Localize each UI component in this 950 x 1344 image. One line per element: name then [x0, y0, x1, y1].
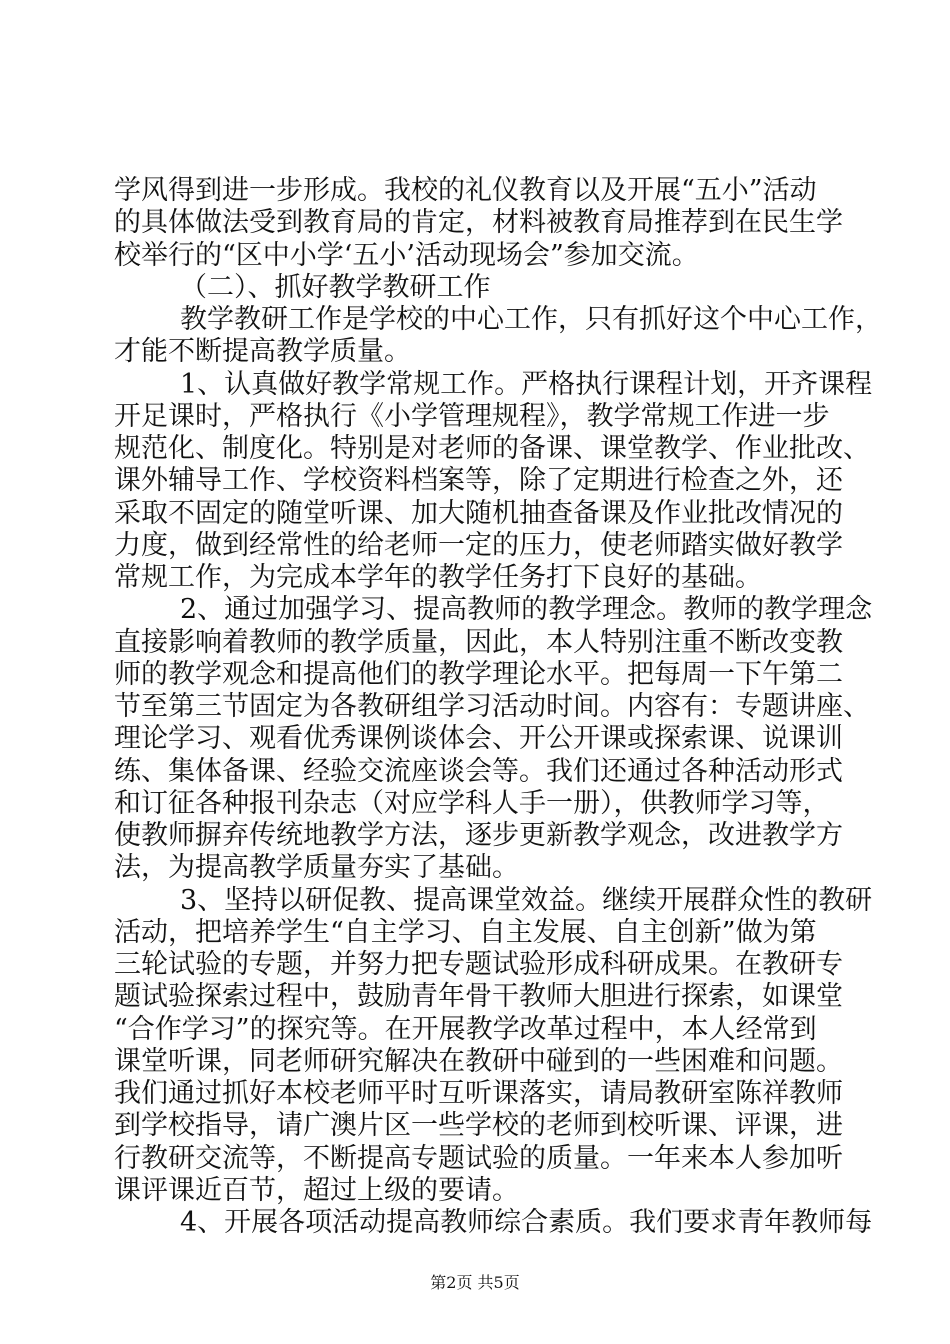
text-line: 法，为提高教学质量夯实了基础。 [114, 852, 519, 883]
text-line: 和订征各种报刊杂志（对应学科人手一册），供教师学习等， [114, 788, 830, 819]
text-line: 的具体做法受到教育局的肯定，材料被教育局推荐到在民生学 [114, 207, 843, 238]
text-line: 三轮试验的专题，并努力把专题试验形成科研成果。在教研专 [114, 949, 843, 980]
text-line: 常规工作，为完成本学年的教学任务打下良好的基础。 [114, 562, 762, 593]
text-line: 节至第三节固定为各教研组学习活动时间。内容有：专题讲座、 [114, 691, 870, 722]
text-line: 行教研交流等，不断提高专题试验的质量。一年来本人参加听 [114, 1143, 843, 1174]
text-line: 师的教学观念和提高他们的教学理论水平。把每周一下午第二 [114, 659, 843, 690]
text-line: 力度，做到经常性的给老师一定的压力，使老师踏实做好教学 [114, 530, 843, 561]
text-line: 开足课时，严格执行《小学管理规程》，教学常规工作进一步 [114, 401, 830, 432]
text-line: 直接影响着教师的教学质量，因此，本人特别注重不断改变教 [114, 627, 843, 658]
text-line: 教学教研工作是学校的中心工作，只有抓好这个中心工作， [180, 304, 882, 335]
text-line: 到学校指导，请广澳片区一些学校的老师到校听课、评课，进 [114, 1110, 843, 1141]
text-line: 4、开展各项活动提高教师综合素质。我们要求青年教师每 [180, 1207, 873, 1238]
text-line: 理论学习、观看优秀课例谈体会、开公开课或探索课、说课训 [114, 723, 843, 754]
text-line: 1、认真做好教学常规工作。严格执行课程计划，开齐课程 [180, 369, 873, 400]
text-line: “合作学习”的探究等。在开展教学改革过程中，本人经常到 [114, 1014, 817, 1045]
text-line: 课外辅导工作、学校资料档案等，除了定期进行检查之外，还 [114, 465, 843, 496]
text-line: 活动，把培养学生“自主学习、自主发展、自主创新”做为第 [114, 917, 817, 948]
text-line: 题试验探索过程中，鼓励青年骨干教师大胆进行探索，如课堂 [114, 981, 843, 1012]
page-footer: 第2页 共5页 [430, 1273, 520, 1292]
text-line: 使教师摒弃传统地教学方法，逐步更新教学观念，改进教学方 [114, 820, 843, 851]
text-line: 3、坚持以研促教、提高课堂效益。继续开展群众性的教研 [180, 885, 873, 916]
text-line: 课堂听课，同老师研究解决在教研中碰到的一些困难和问题。 [114, 1046, 843, 1077]
text-line: 我们通过抓好本校老师平时互听课落实，请局教研室陈祥教师 [114, 1078, 843, 1109]
text-line: 学风得到进一步形成。我校的礼仪教育以及开展“五小”活动 [114, 175, 817, 206]
text-line: 校举行的“区中小学‘五小’活动现场会”参加交流。 [114, 240, 699, 271]
text-line: （二）、抓好教学教研工作 [180, 272, 491, 303]
text-line: 才能不断提高教学质量。 [114, 336, 411, 367]
text-line: 课评课近百节，超过上级的要请。 [114, 1175, 519, 1206]
text-line: 练、集体备课、经验交流座谈会等。我们还通过各种活动形式 [114, 756, 843, 787]
text-line: 规范化、制度化。特别是对老师的备课、课堂教学、作业批改、 [114, 433, 870, 464]
text-line: 2、通过加强学习、提高教师的教学理念。教师的教学理念 [180, 594, 873, 625]
text-line: 采取不固定的随堂听课、加大随机抽查备课及作业批改情况的 [114, 498, 843, 529]
